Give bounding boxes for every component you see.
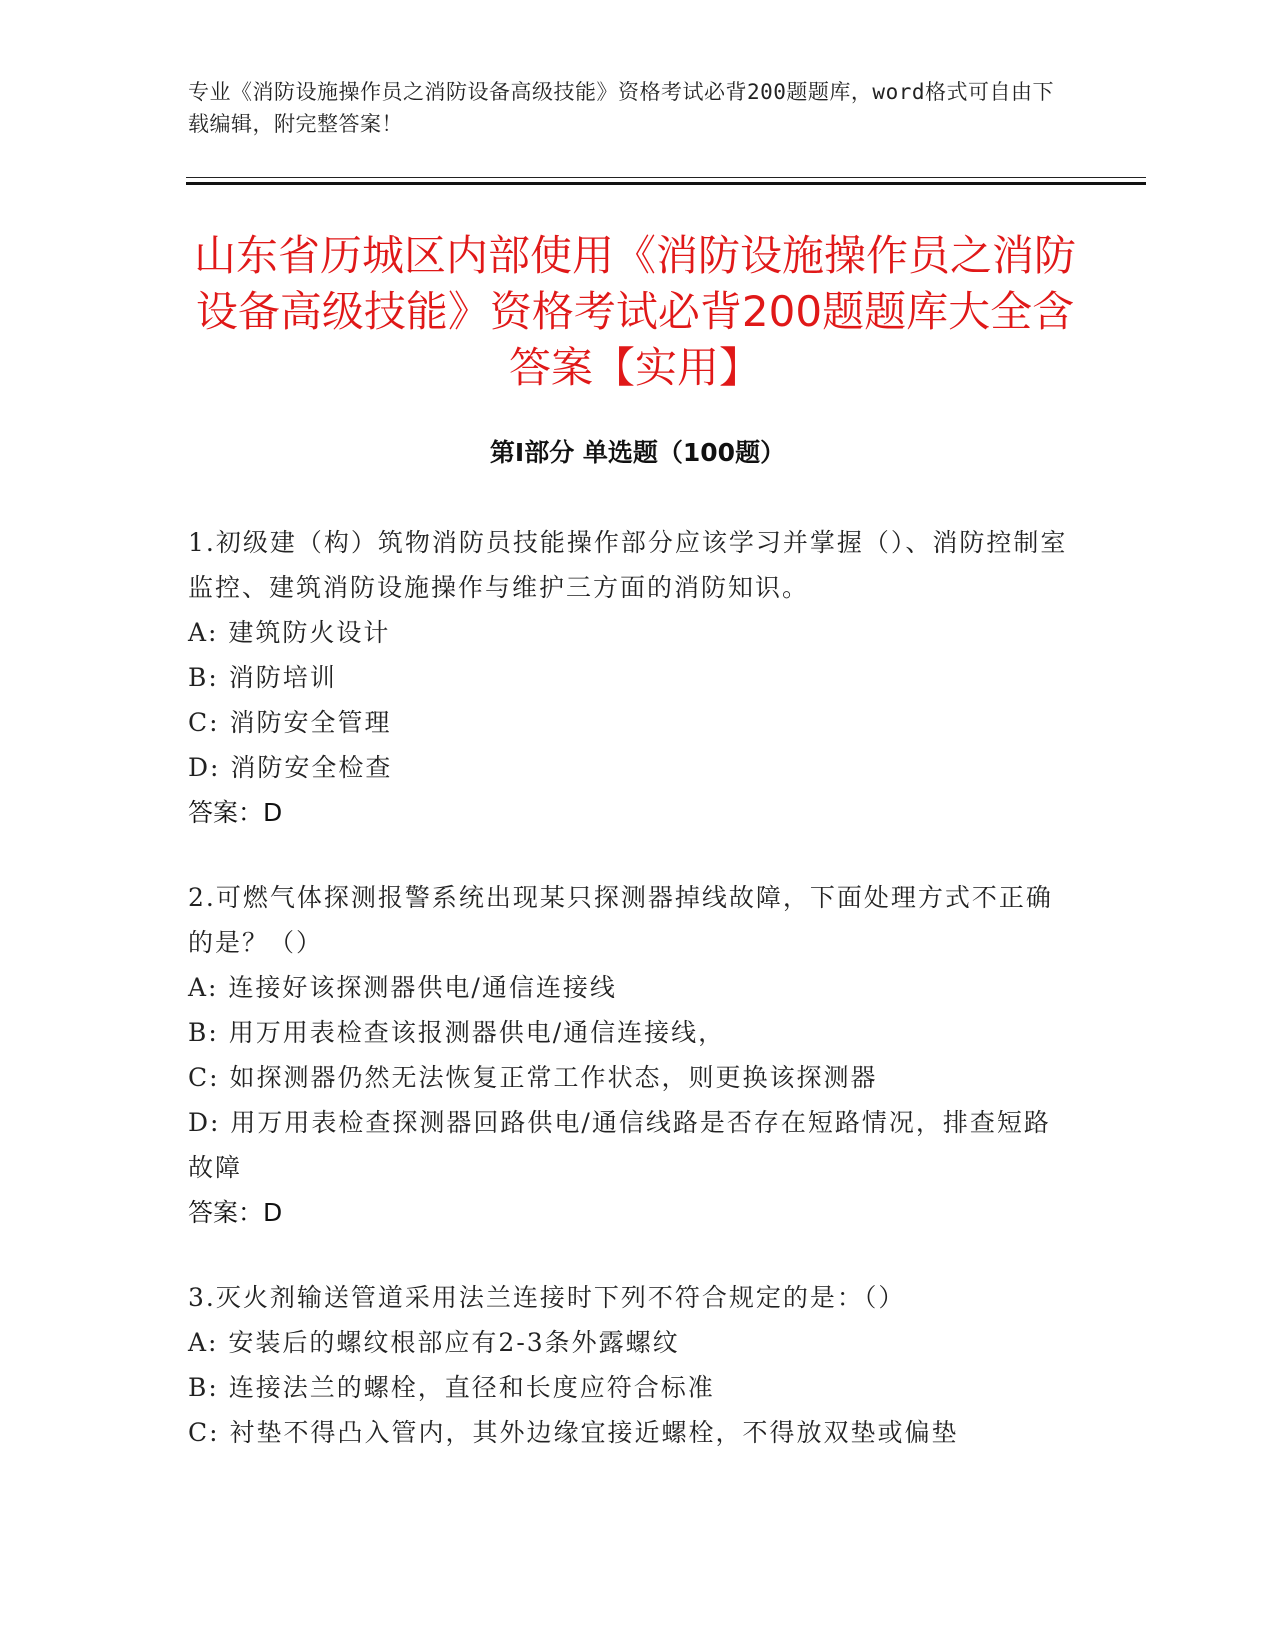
header-divider-thick	[186, 182, 1146, 185]
option-c: C: 消防安全管理	[188, 708, 392, 737]
question-3	[188, 1275, 1068, 1455]
option-d: D: 消防安全检查	[188, 753, 393, 782]
question-1	[188, 520, 1068, 835]
option-d: D: 用万用表检查探测器回路供电/通信线路是否存在短路情况，排查短路故障	[188, 1108, 1051, 1182]
option-a: A: 安装后的螺纹根部应有2-3条外露螺纹	[188, 1328, 680, 1357]
option-c: C: 衬垫不得凸入管内，其外边缘宜接近螺栓，不得放双垫或偏垫	[188, 1418, 959, 1447]
question-stem: 2.可燃气体探测报警系统出现某只探测器掉线故障，下面处理方式不正确的是？（）	[188, 883, 1053, 957]
option-b: B: 用万用表检查该报测器供电/通信连接线，	[188, 1018, 726, 1047]
answer: 答案：D	[188, 1198, 283, 1227]
question-list	[188, 520, 1068, 1495]
section-heading: 第Ⅰ部分 单选题（100题）	[489, 438, 786, 467]
header-divider-thin	[186, 177, 1146, 178]
question-2	[188, 875, 1068, 1235]
option-c: C: 如探测器仍然无法恢复正常工作状态，则更换该探测器	[188, 1063, 878, 1092]
answer: 答案：D	[188, 798, 283, 827]
header-note: 专业《消防设施操作员之消防设备高级技能》资格考试必背200题题库，word格式可自由下载编辑，附完整答案！	[188, 80, 1054, 136]
document-title: 山东省历城区内部使用《消防设施操作员之消防设备高级技能》资格考试必背200题题库大全含答案【实用】	[193, 231, 1076, 392]
option-a: A: 建筑防火设计	[188, 618, 391, 647]
option-b: B: 消防培训	[188, 663, 337, 692]
option-b: B: 连接法兰的螺栓，直径和长度应符合标准	[188, 1373, 715, 1402]
question-stem: 1.初级建（构）筑物消防员技能操作部分应该学习并掌握（）、消防控制室监控、建筑消防设施操作与维护三方面的消防知识。	[188, 528, 1068, 602]
option-a: A: 连接好该探测器供电/通信连接线	[188, 973, 617, 1002]
question-stem: 3.灭火剂输送管道采用法兰连接时下列不符合规定的是：（）	[188, 1283, 906, 1312]
